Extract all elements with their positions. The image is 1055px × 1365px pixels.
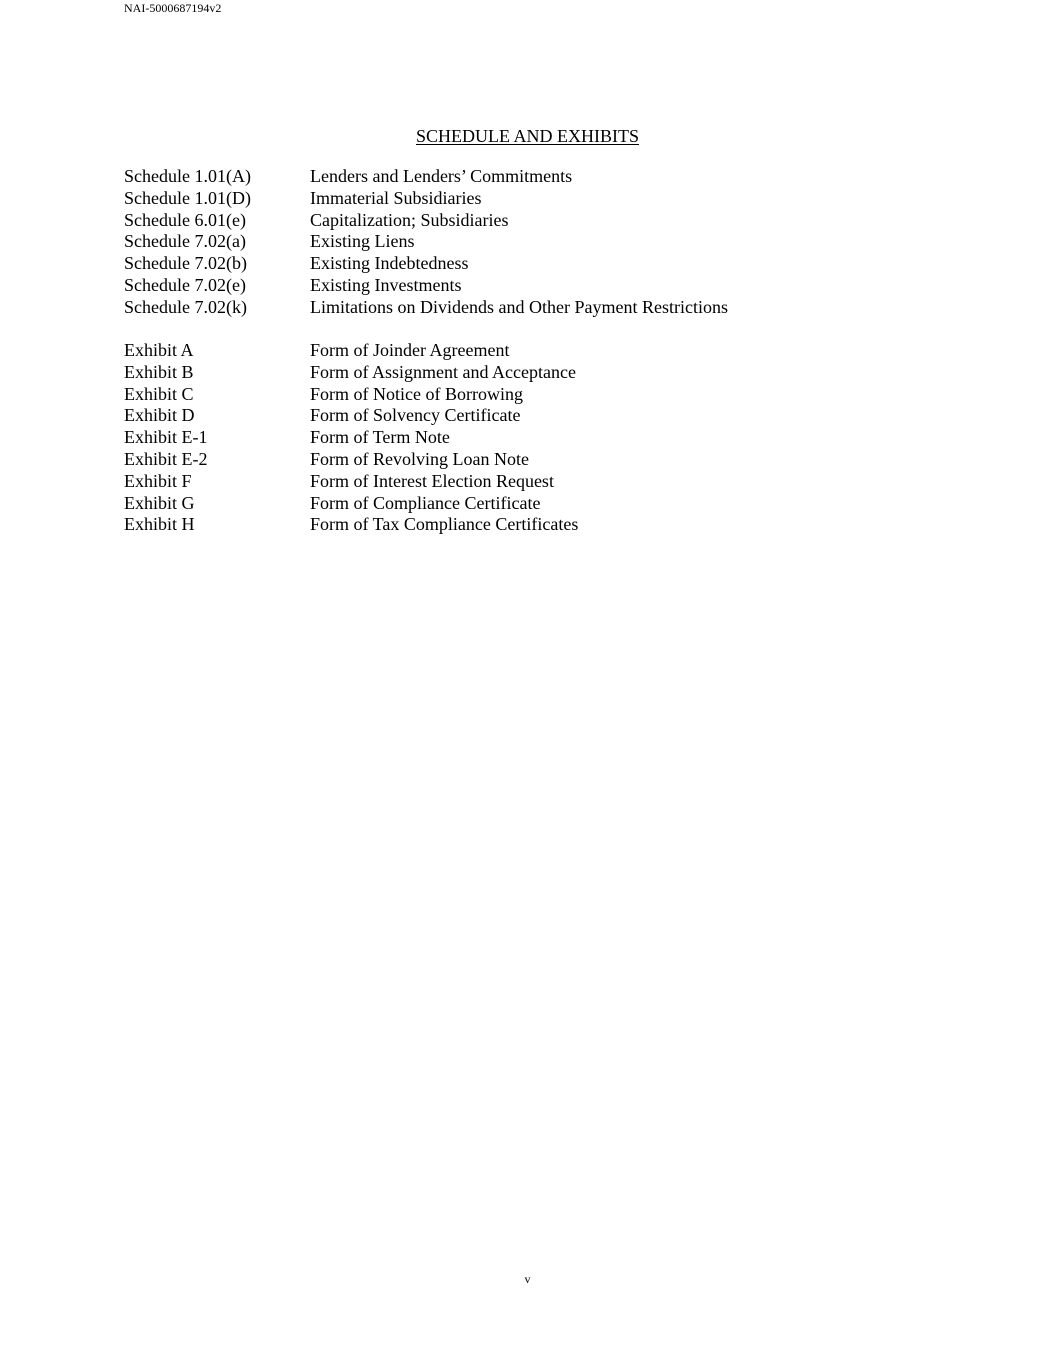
page-number: v <box>524 1272 531 1286</box>
schedule-row <box>124 253 924 275</box>
schedule-description: Capitalization; Subsidiaries <box>310 209 509 230</box>
schedule-list <box>124 166 924 319</box>
exhibit-description: Form of Joinder Agreement <box>310 340 510 360</box>
exhibit-row <box>124 405 924 427</box>
exhibit-code: Exhibit B <box>124 361 194 382</box>
schedule-row <box>124 188 924 210</box>
schedule-code: Schedule 7.02(k) <box>124 296 247 317</box>
exhibit-row <box>124 493 924 515</box>
exhibit-row <box>124 384 924 406</box>
exhibit-row <box>124 449 924 471</box>
exhibit-description: Form of Term Note <box>310 427 450 448</box>
schedule-row <box>124 231 924 253</box>
schedule-code: Schedule 6.01(e) <box>124 209 246 230</box>
exhibit-code: Exhibit E-1 <box>124 427 208 448</box>
exhibit-row <box>124 427 924 449</box>
exhibit-row <box>124 471 924 493</box>
schedule-description: Existing Investments <box>310 274 462 295</box>
exhibit-code: Exhibit C <box>124 383 194 404</box>
schedule-code: Schedule 7.02(e) <box>124 274 246 295</box>
exhibit-code: Exhibit D <box>124 405 195 426</box>
schedule-row <box>124 166 924 188</box>
schedule-code: Schedule 1.01(A) <box>124 166 251 186</box>
schedule-code: Schedule 7.02(a) <box>124 231 246 252</box>
exhibit-description: Form of Notice of Borrowing <box>310 383 523 404</box>
schedule-description: Limitations on Dividends and Other Payment Restrictions <box>310 296 728 317</box>
schedule-row <box>124 210 924 232</box>
exhibit-description: Form of Tax Compliance Certificates <box>310 514 579 535</box>
schedule-code: Schedule 1.01(D) <box>124 187 251 208</box>
schedule-description: Lenders and Lenders’ Commitments <box>310 166 573 186</box>
exhibit-description: Form of Interest Election Request <box>310 470 554 491</box>
schedule-description: Existing Indebtedness <box>310 253 469 274</box>
exhibit-code: Exhibit G <box>124 492 195 513</box>
exhibit-description: Form of Revolving Loan Note <box>310 448 529 469</box>
schedule-description: Existing Liens <box>310 231 415 252</box>
page-title <box>0 124 1055 148</box>
exhibit-code: Exhibit F <box>124 470 192 491</box>
exhibit-description: Form of Compliance Certificate <box>310 492 541 513</box>
schedule-description: Immaterial Subsidiaries <box>310 187 482 208</box>
exhibit-code: Exhibit A <box>124 340 194 360</box>
exhibit-list <box>124 340 924 536</box>
page-title-text: SCHEDULE AND EXHIBITS <box>416 126 639 146</box>
exhibit-row <box>124 362 924 384</box>
exhibit-row <box>124 340 924 362</box>
schedule-row <box>124 275 924 297</box>
exhibit-row <box>124 514 924 536</box>
exhibit-description: Form of Solvency Certificate <box>310 405 521 426</box>
exhibit-description: Form of Assignment and Acceptance <box>310 361 576 382</box>
exhibit-code: Exhibit E-2 <box>124 448 208 469</box>
schedule-code: Schedule 7.02(b) <box>124 253 247 274</box>
schedule-row <box>124 297 924 319</box>
document-id: NAI-5000687194v2 <box>124 1 222 15</box>
exhibit-code: Exhibit H <box>124 514 195 535</box>
